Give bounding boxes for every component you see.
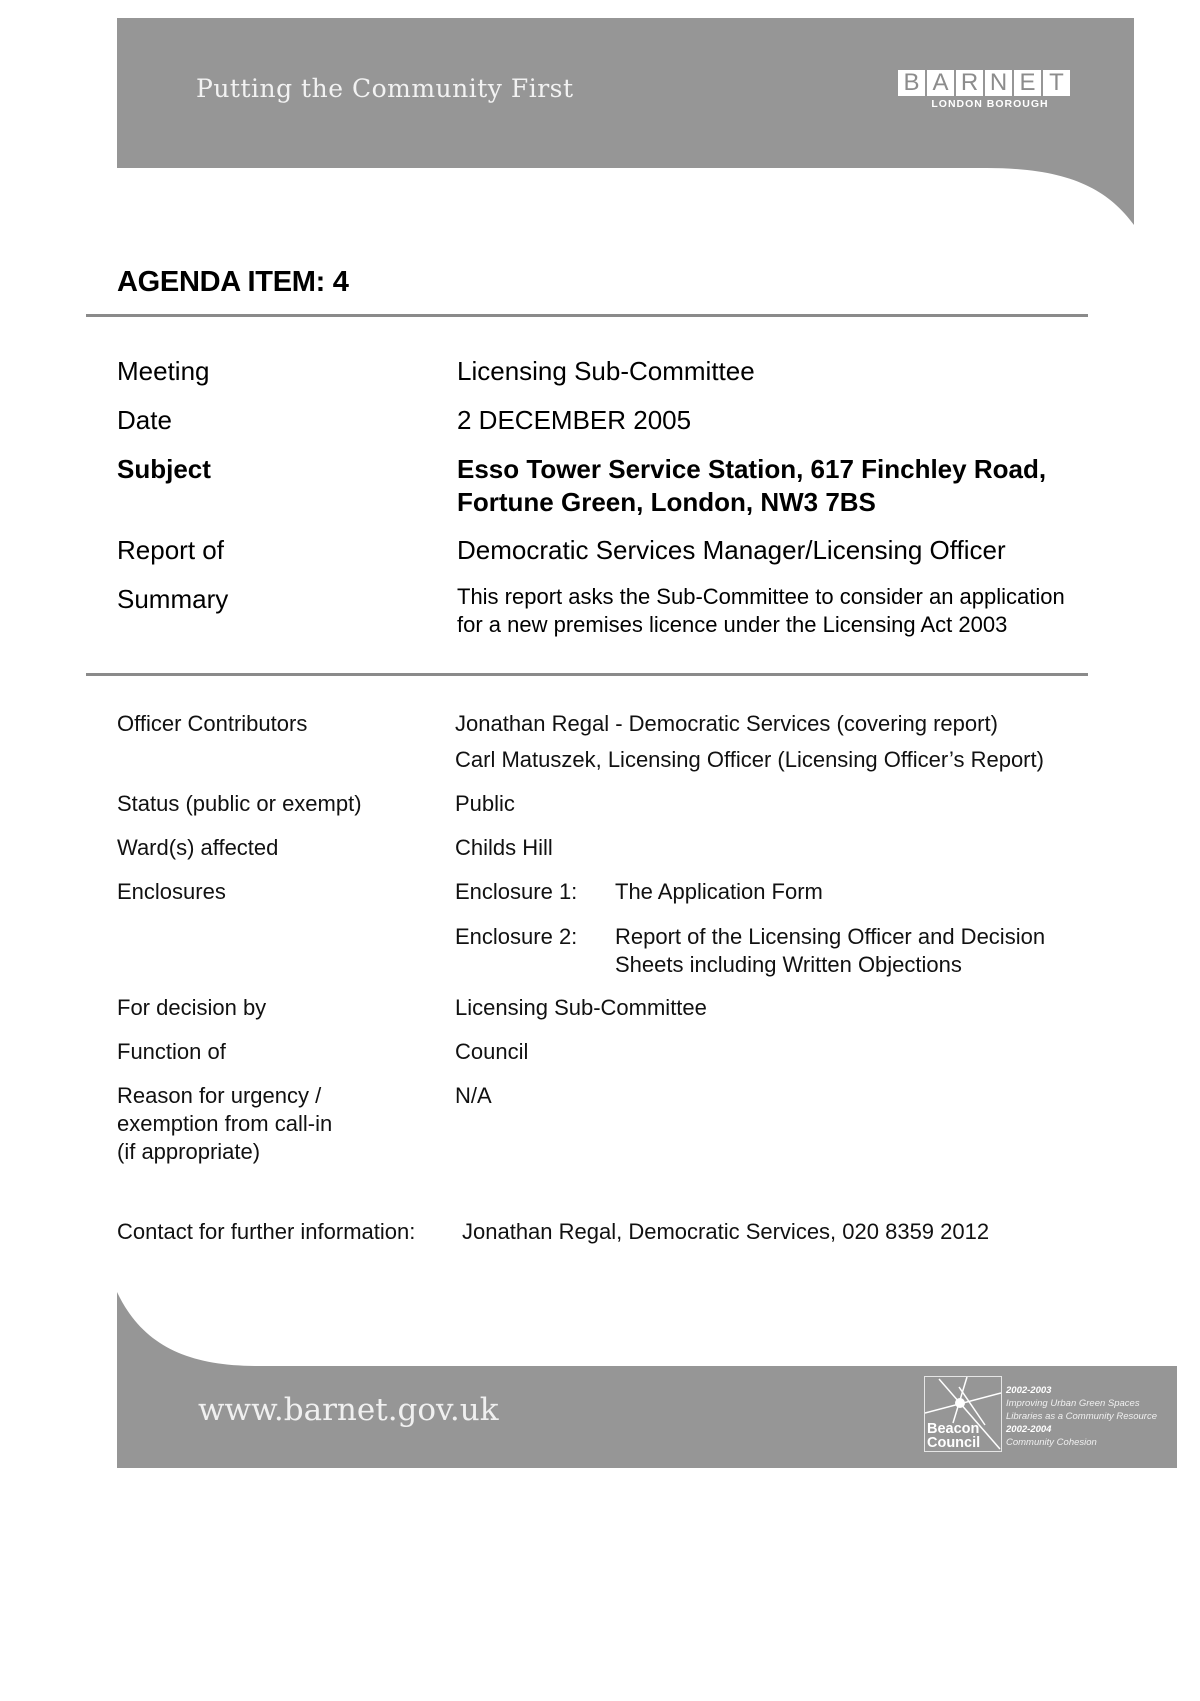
summary-value-line2: for a new premises licence under the Licensing Act 2003 [457,612,1008,637]
award-year: 2002-2003 [1006,1385,1052,1396]
header-tagline: Putting the Community First [196,74,574,103]
function-of-label: Function of [117,1039,226,1064]
enclosure-2-text-line1: Report of the Licensing Officer and Decision [615,924,1046,949]
wards-label: Ward(s) affected [117,835,279,860]
function-of-value: Council [455,1039,529,1064]
logo-letter: N [985,70,1012,96]
report-of-label: Report of [117,535,224,565]
beacon-text-line2: Council [927,1435,981,1451]
urgency-label-line3: (if appropriate) [117,1139,261,1164]
subject-value-line1: Esso Tower Service Station, 617 Finchley Road, [457,454,1047,484]
logo-letter: R [956,70,983,96]
meeting-label: Meeting [117,356,210,386]
beacon-awards [1006,1384,1157,1449]
urgency-label-line1: Reason for urgency / [117,1083,322,1108]
enclosure-1-text: The Application Form [615,879,823,904]
logo-letter: A [927,70,954,96]
officer-contributor: Jonathan Regal - Democratic Services (covering report) [455,711,998,736]
barnet-logo-subtitle: LONDON BOROUGH [931,98,1049,110]
award-text: Community Cohesion [1006,1437,1097,1448]
award-text: Improving Urban Green Spaces [1006,1398,1140,1409]
status-value: Public [455,791,515,816]
enclosure-1-label: Enclosure 1: [455,879,578,904]
urgency-value: N/A [455,1083,492,1108]
barnet-logo-letters [898,70,1070,96]
header-band-shape [117,18,1134,225]
enclosure-2-label: Enclosure 2: [455,924,578,949]
urgency-label-line2: exemption from call-in [117,1111,333,1136]
contact-label: Contact for further information: [117,1219,416,1244]
officer-contributors-label: Officer Contributors [117,711,308,736]
decision-by-value: Licensing Sub-Committee [455,995,707,1020]
report-of-value: Democratic Services Manager/Licensing Officer [457,535,1006,565]
meeting-value: Licensing Sub-Committee [457,356,755,386]
beacon-council-text [927,1422,980,1450]
date-label: Date [117,405,172,435]
date-value: 2 DECEMBER 2005 [457,405,692,435]
enclosure-2-text-line2: Sheets including Written Objections [615,952,962,977]
logo-letter: E [1014,70,1041,96]
header-banner [117,18,1134,225]
summary-value-line1: This report asks the Sub-Committee to consider an application [457,584,1065,609]
divider-middle [86,673,1088,676]
wards-value: Childs Hill [455,835,553,860]
beacon-text-line1: Beacon [927,1421,980,1437]
barnet-logo [898,70,1070,110]
subject-value-line2: Fortune Green, London, NW3 7BS [457,487,876,517]
logo-letter: B [898,70,925,96]
award-year: 2002-2004 [1006,1424,1052,1435]
divider-top [86,314,1088,317]
status-label: Status (public or exempt) [117,791,362,816]
logo-letter: T [1043,70,1070,96]
website-url: www.barnet.gov.uk [198,1392,499,1428]
agenda-item-title: AGENDA ITEM: 4 [117,266,349,298]
award-text: Libraries as a Community Resource [1006,1411,1158,1422]
subject-label: Subject [117,454,211,484]
enclosures-label: Enclosures [117,879,226,904]
summary-label: Summary [117,584,229,614]
beacon-council-logo [924,1376,1002,1452]
decision-by-label: For decision by [117,995,267,1020]
contact-value: Jonathan Regal, Democratic Services, 020 8359 2012 [462,1219,990,1244]
officer-contributor: Carl Matuszek, Licensing Officer (Licensing Officer’s Report) [455,747,1044,772]
